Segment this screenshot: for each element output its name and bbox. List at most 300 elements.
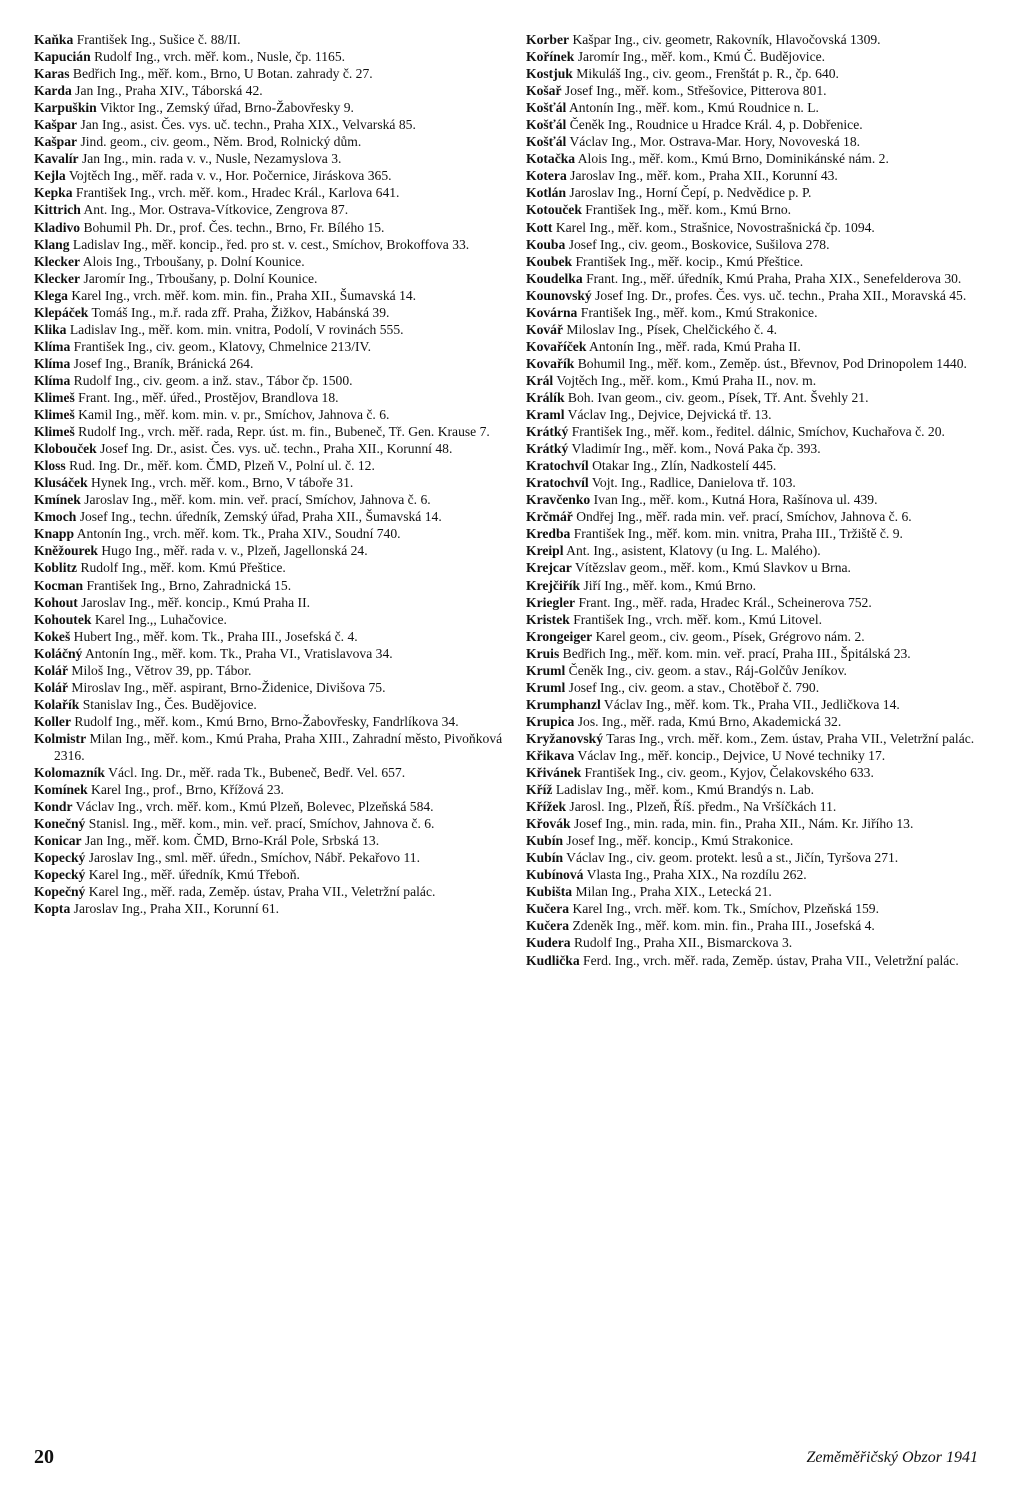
- directory-entry: [526, 440, 998, 457]
- directory-entry: [34, 798, 506, 815]
- entry-details: Tomáš Ing., m.ř. rada zfř. Praha, Žižkov, Habánská 39.: [88, 304, 390, 320]
- directory-entry: [34, 321, 506, 338]
- entry-surname: Koller: [34, 713, 71, 729]
- entry-details: Václav Ing., měř. koncip., Dejvice, U Nové techniky 17.: [574, 747, 886, 763]
- entry-details: Milan Ing., Praha XIX., Letecká 21.: [572, 884, 772, 900]
- entry-details: Milan Ing., měř. kom., Kmú Praha, Praha XIII., Zahradní město, Pivoňková 2316.: [54, 730, 503, 763]
- directory-entry: [526, 952, 998, 969]
- directory-entry: [34, 883, 506, 900]
- directory-entry: [34, 253, 506, 270]
- directory-entry: [34, 31, 506, 48]
- entry-details: Karel Ing., vrch. měř. kom. Tk., Smíchov, Plzeňská 159.: [569, 901, 880, 917]
- entry-surname: Kubín: [526, 850, 564, 866]
- entry-surname: Kruis: [526, 645, 560, 661]
- entry-surname: Košťál: [526, 117, 567, 133]
- entry-details: Jaroslav Ing., Horní Čepí, p. Nedvědice p. P.: [566, 185, 812, 201]
- directory-entry: [34, 167, 506, 184]
- directory-entry: [34, 423, 506, 440]
- entry-surname: Karda: [34, 83, 72, 99]
- entry-details: Josef Ing., civ. geom., Boskovice, Sušilova 278.: [565, 236, 830, 252]
- directory-entry: [34, 713, 506, 730]
- directory-entry: [526, 48, 998, 65]
- directory-entry: [34, 611, 506, 628]
- entry-details: Vojtěch Ing., měř. rada v. v., Hor. Počernice, Jiráskova 365.: [65, 168, 392, 184]
- entry-surname: Kmoch: [34, 509, 77, 525]
- entry-surname: Korber: [526, 32, 570, 47]
- entry-details: Hugo Ing., měř. rada v. v., Plzeň, Jagellonská 24.: [97, 543, 368, 559]
- directory-entry: [526, 832, 998, 849]
- entry-surname: Kolář: [34, 662, 68, 678]
- entry-details: Josef Ing., měř. koncip., Kmú Strakonice.: [563, 833, 794, 849]
- directory-entry: [526, 883, 998, 900]
- entry-details: Jaromír Ing., měř. kom., Kmú Č. Budějovice.: [574, 49, 826, 65]
- entry-surname: Kořínek: [526, 49, 575, 65]
- entry-surname: Kounovský: [526, 287, 592, 303]
- entry-details: Jan Ing., Praha XIV., Táborská 42.: [71, 83, 263, 99]
- entry-details: František Ing., civ. geom., Klatovy, Chmelnice 213/IV.: [70, 338, 372, 354]
- directory-entry: [526, 559, 998, 576]
- entry-surname: Karpuškin: [34, 100, 97, 116]
- entry-surname: Kolmistr: [34, 730, 87, 746]
- entry-details: František Ing., měř. kom., Kmú Brno.: [581, 202, 792, 218]
- entry-surname: Kraml: [526, 407, 565, 423]
- directory-entry: [34, 781, 506, 798]
- entry-details: Antonín Ing., měř. kom. Tk., Praha VI., Vratislavova 34.: [82, 645, 393, 661]
- entry-details: Bedřich Ing., měř. kom. min. veř. prací, Praha III., Špitálská 23.: [559, 645, 911, 661]
- entry-surname: Kašpar: [34, 134, 78, 150]
- entry-details: Jaroslav Ing., Praha XII., Korunní 61.: [70, 901, 280, 917]
- entry-surname: Kovaříček: [526, 338, 587, 354]
- entry-surname: Kittrich: [34, 202, 81, 218]
- entry-surname: Kolář: [34, 679, 68, 695]
- directory-entry: [34, 65, 506, 82]
- directory-entry: [526, 116, 998, 133]
- page-number: 20: [34, 1446, 54, 1468]
- entry-surname: Křížek: [526, 799, 567, 815]
- entry-details: Antonín Ing., vrch. měř. kom. Tk., Praha XIV., Soudní 740.: [74, 526, 401, 542]
- directory-entry: [34, 201, 506, 218]
- entry-surname: Klika: [34, 321, 67, 337]
- directory-entry: [526, 474, 998, 491]
- entry-surname: Konicar: [34, 833, 82, 849]
- directory-entry: [526, 679, 998, 696]
- entry-details: Viktor Ing., Zemský úřad, Brno-Žabovřesky 9.: [96, 100, 354, 116]
- entry-details: Václ. Ing. Dr., měř. rada Tk., Bubeneč, Bedř. Vel. 657.: [105, 765, 406, 781]
- entry-surname: Krejcar: [526, 560, 572, 576]
- entry-surname: Kudlička: [526, 952, 580, 968]
- entry-surname: Koblitz: [34, 560, 78, 576]
- entry-details: František Ing., měř. kom. min. vnitra, Praha III., Tržiště č. 9.: [570, 526, 903, 542]
- entry-details: Josef Ing., Braník, Bránická 264.: [70, 355, 254, 371]
- directory-entry: [526, 900, 998, 917]
- entry-surname: Kepka: [34, 185, 73, 201]
- directory-entry: [34, 696, 506, 713]
- directory-entry: [34, 389, 506, 406]
- entry-details: Otakar Ing., Zlín, Nadkostelí 445.: [588, 458, 777, 474]
- entry-details: Rud. Ing. Dr., měř. kom. ČMD, Plzeň V., Polní ul. č. 12.: [65, 458, 375, 474]
- directory-entry: [34, 832, 506, 849]
- directory-entry: [34, 82, 506, 99]
- entry-surname: Křikava: [526, 747, 575, 763]
- entry-details: Frant. Ing., měř. rada, Hradec Král., Scheinerova 752.: [575, 594, 872, 610]
- entry-details: Jan Ing., asist. Čes. vys. uč. techn., Praha XIX., Velvarská 85.: [77, 117, 416, 133]
- entry-details: Václav Ing., civ. geom. protekt. lesů a st., Jičín, Tyršova 271.: [563, 850, 899, 866]
- entry-details: Karel Ing., měř. úředník, Kmú Třeboň.: [85, 867, 300, 883]
- entry-details: Jaroslav Ing., měř. kom. min. veř. prací, Smíchov, Jahnova č. 6.: [80, 492, 431, 508]
- entry-details: Bohumil Ph. Dr., prof. Čes. techn., Brno, Fr. Bílého 15.: [80, 219, 385, 235]
- entry-details: Miloš Ing., Větrov 39, pp. Tábor.: [67, 662, 252, 678]
- directory-entry: [526, 849, 998, 866]
- entry-surname: Kaňka: [34, 32, 74, 47]
- entry-details: Vojtěch Ing., měř. kom., Kmú Praha II., nov. m.: [553, 372, 817, 388]
- directory-entry: [34, 525, 506, 542]
- entry-surname: Kavalír: [34, 151, 79, 167]
- directory-entry: [34, 491, 506, 508]
- directory-entry: [526, 133, 998, 150]
- entry-details: Bohumil Ing., měř. kom., Zeměp. úst., Břevnov, Pod Drinopolem 1440.: [574, 355, 967, 371]
- entry-details: Karel Ing., prof., Brno, Křížová 23.: [87, 782, 284, 798]
- entry-surname: Kotlán: [526, 185, 567, 201]
- entry-details: Rudolf Ing., Praha XII., Bismarckova 3.: [570, 935, 793, 951]
- directory-entry: [526, 747, 998, 764]
- entry-surname: Kovář: [526, 321, 563, 337]
- directory-entry: [526, 594, 998, 611]
- entry-details: Václav Ing., Dejvice, Dejvická tř. 13.: [564, 407, 772, 423]
- directory-entry: [34, 594, 506, 611]
- entry-surname: Kmínek: [34, 492, 81, 508]
- entry-details: Alois Ing., měř. kom., Kmú Brno, Dominikánské nám. 2.: [575, 151, 889, 167]
- entry-surname: Kolařík: [34, 696, 80, 712]
- directory-entry: [526, 611, 998, 628]
- directory-entry: [34, 304, 506, 321]
- entry-details: František Ing., měř. kocip., Kmú Přeštice.: [572, 253, 804, 269]
- entry-details: Bedřich Ing., měř. kom., Brno, U Botan. zahrady č. 27.: [69, 66, 373, 82]
- entry-surname: Krčmář: [526, 509, 573, 525]
- directory-entry: [34, 287, 506, 304]
- left-column: [34, 31, 506, 917]
- directory-entry: [34, 48, 506, 65]
- entry-surname: Klimeš: [34, 407, 75, 423]
- directory-entry: [526, 236, 998, 253]
- directory-entry: [34, 150, 506, 167]
- entry-surname: Kopecký: [34, 867, 86, 883]
- directory-entry: [526, 82, 998, 99]
- directory-entry: [526, 65, 998, 82]
- entry-details: Jaroslav Ing., sml. měř. úředn., Smíchov, Nábř. Pekařovo 11.: [85, 850, 420, 866]
- directory-entry: [526, 219, 998, 236]
- directory-entry: [34, 355, 506, 372]
- directory-entry: [526, 662, 998, 679]
- directory-entry: [526, 184, 998, 201]
- entry-surname: Kruml: [526, 662, 566, 678]
- directory-entry: [34, 662, 506, 679]
- entry-details: Ladislav Ing., měř. koncip., řed. pro st. v. cest., Smíchov, Brokoffova 33.: [69, 236, 470, 252]
- entry-details: Vlasta Ing., Praha XIX., Na rozdílu 262.: [583, 867, 807, 883]
- entry-details: Čeněk Ing., civ. geom. a stav., Ráj-Golčův Jeníkov.: [565, 662, 847, 678]
- directory-entry: [34, 866, 506, 883]
- entry-surname: Kloss: [34, 458, 66, 474]
- entry-surname: Kratochvíl: [526, 475, 589, 491]
- entry-surname: Kohout: [34, 594, 78, 610]
- entry-surname: Kubišta: [526, 884, 573, 900]
- entry-details: Rudolf Ing., vrch. měř. kom., Nusle, čp. 1165.: [90, 49, 346, 65]
- entry-details: Vladimír Ing., měř. kom., Nová Paka čp. 393.: [568, 441, 821, 457]
- directory-entry: [526, 355, 998, 372]
- entry-surname: Kučera: [526, 901, 570, 917]
- entry-details: Antonín Ing., měř. rada, Kmú Praha II.: [586, 338, 801, 354]
- entry-details: Miroslav Ing., měř. aspirant, Brno-Židenice, Divišova 75.: [67, 679, 386, 695]
- entry-details: Stanislav Ing., Čes. Budějovice.: [79, 696, 257, 712]
- entry-details: Karel Ing., vrch. měř. kom. min. fin., Praha XII., Šumavská 14.: [67, 287, 417, 303]
- directory-entry: [34, 116, 506, 133]
- entry-surname: Kott: [526, 219, 553, 235]
- entry-surname: Kratochvíl: [526, 458, 589, 474]
- directory-entry: [34, 849, 506, 866]
- entry-surname: Klusáček: [34, 475, 88, 491]
- directory-entry: [526, 696, 998, 713]
- journal-title: Zeměměřičský Obzor 1941: [806, 1449, 978, 1466]
- entry-surname: Kubínová: [526, 867, 584, 883]
- entry-surname: Koubek: [526, 253, 573, 269]
- entry-details: Václav Ing., Mor. Ostrava-Mar. Hory, Novoveská 18.: [566, 134, 861, 150]
- entry-surname: Kovárna: [526, 304, 578, 320]
- entry-surname: Kubín: [526, 833, 564, 849]
- entry-surname: Král: [526, 372, 554, 388]
- entry-surname: Klang: [34, 236, 70, 252]
- entry-surname: Kašpar: [34, 117, 78, 133]
- directory-entry: [526, 730, 998, 747]
- entry-details: Karel Ing., měř. rada, Zeměp. ústav, Praha VII., Veletržní palác.: [85, 884, 436, 900]
- entry-details: František Ing., Brno, Zahradnická 15.: [83, 577, 292, 593]
- directory-entry: [34, 99, 506, 116]
- directory-entry: [526, 781, 998, 798]
- entry-surname: Kopta: [34, 901, 71, 917]
- entry-details: Ant. Ing., Mor. Ostrava-Vítkovice, Zengrova 87.: [80, 202, 349, 218]
- entry-details: Miloslav Ing., Písek, Chelčického č. 4.: [563, 321, 778, 337]
- directory-entry: [526, 253, 998, 270]
- entry-surname: Kněžourek: [34, 543, 98, 559]
- entry-details: Jaromír Ing., Trboušany, p. Dolní Kounice.: [80, 270, 318, 286]
- entry-details: Frant. Ing., měř. úřed., Prostějov, Brandlova 18.: [74, 389, 339, 405]
- entry-details: Jarosl. Ing., Plzeň, Říš. předm., Na Vršíčkách 11.: [566, 799, 837, 815]
- directory-entry: [526, 270, 998, 287]
- directory-entry: [34, 815, 506, 832]
- entry-surname: Krátký: [526, 441, 569, 457]
- entry-surname: Koláčný: [34, 645, 83, 661]
- right-column: [526, 31, 998, 969]
- entry-surname: Kopecký: [34, 850, 86, 866]
- entry-details: Jaroslav Ing., měř. kom., Praha XII., Korunní 43.: [566, 168, 838, 184]
- entry-surname: Klimeš: [34, 389, 75, 405]
- entry-surname: Klepáček: [34, 304, 89, 320]
- directory-entry: [34, 133, 506, 150]
- directory-entry: [34, 900, 506, 917]
- entry-details: Karel Ing.,, Luhačovice.: [91, 611, 227, 627]
- entry-details: Vítězslav geom., měř. kom., Kmú Slavkov u Brna.: [571, 560, 851, 576]
- directory-entry: [526, 645, 998, 662]
- entry-surname: Kondr: [34, 799, 73, 815]
- entry-details: Rudolf Ing., měř. kom., Kmú Brno, Brno-Žabovřesky, Fandrlíkova 34.: [71, 713, 459, 729]
- entry-details: Ladislav Ing., měř. kom. min. vnitra, Podolí, V rovinách 555.: [66, 321, 404, 337]
- entry-surname: Kredba: [526, 526, 571, 542]
- directory-entry: [526, 389, 998, 406]
- directory-entry: [526, 287, 998, 304]
- directory-entry: [34, 440, 506, 457]
- directory-entry: [34, 628, 506, 645]
- entry-details: Jan Ing., měř. kom. ČMD, Brno-Král Pole, Srbská 13.: [81, 833, 380, 849]
- directory-entry: [526, 917, 998, 934]
- entry-details: Josef Ing., min. rada, min. fin., Praha XII., Nám. Kr. Jiřího 13.: [570, 816, 914, 832]
- entry-surname: Klega: [34, 287, 68, 303]
- entry-details: Mikuláš Ing., civ. geom., Frenštát p. R., čp. 640.: [572, 66, 839, 82]
- entry-details: Hubert Ing., měř. kom. Tk., Praha III., Josefská č. 4.: [70, 628, 358, 644]
- entry-surname: Klecker: [34, 270, 81, 286]
- entry-details: Václav Ing., vrch. měř. kom., Kmú Plzeň, Bolevec, Plzeňská 584.: [72, 799, 434, 815]
- directory-entry: [526, 577, 998, 594]
- entry-details: Rudolf Ing., civ. geom. a inž. stav., Tábor čp. 1500.: [70, 372, 353, 388]
- entry-details: Zdeněk Ing., měř. kom. min. fin., Praha III., Josefská 4.: [569, 918, 875, 934]
- directory-entry: [34, 236, 506, 253]
- entry-surname: Krongeiger: [526, 628, 593, 644]
- entry-details: Ladislav Ing., měř. kom., Kmú Brandýs n. Lab.: [552, 782, 815, 798]
- entry-details: Rudolf Ing., měř. kom. Kmú Přeštice.: [77, 560, 286, 576]
- entry-details: Hynek Ing., vrch. měř. kom., Brno, V táboře 31.: [87, 475, 354, 491]
- directory-entry: [34, 764, 506, 781]
- entry-details: Frant. Ing., měř. úředník, Kmú Praha, Praha XIX., Senefelderova 30.: [582, 270, 962, 286]
- directory-entry: [526, 525, 998, 542]
- entry-surname: Kovařík: [526, 355, 575, 371]
- entry-surname: Krumphanzl: [526, 696, 601, 712]
- directory-entry: [526, 321, 998, 338]
- directory-entry: [526, 201, 998, 218]
- entry-surname: Kotera: [526, 168, 567, 184]
- entry-surname: Klecker: [34, 253, 81, 269]
- entry-surname: Kristek: [526, 611, 570, 627]
- directory-entry: [34, 474, 506, 491]
- entry-surname: Konečný: [34, 816, 86, 832]
- entry-surname: Křovák: [526, 816, 571, 832]
- entry-details: František Ing., civ. geom., Kyjov, Čelakovského 633.: [581, 765, 874, 781]
- entry-surname: Karas: [34, 66, 70, 82]
- entry-surname: Košař: [526, 83, 562, 99]
- entry-details: Ant. Ing., asistent, Klatovy (u Ing. L. Malého).: [563, 543, 821, 559]
- entry-details: Karel geom., civ. geom., Písek, Grégrovo nám. 2.: [592, 628, 865, 644]
- entry-details: František Ing., měř. kom., ředitel. dálnic, Smíchov, Kuchařova č. 20.: [568, 424, 945, 440]
- entry-surname: Kotačka: [526, 151, 576, 167]
- directory-entry: [34, 559, 506, 576]
- directory-entry: [526, 628, 998, 645]
- entry-details: Kašpar Ing., civ. geometr, Rakovník, Hlavočovská 1309.: [569, 32, 881, 47]
- directory-entry: [526, 31, 998, 48]
- directory-entry: [526, 304, 998, 321]
- entry-details: Václav Ing., měř. kom. Tk., Praha VII., Jedličkova 14.: [600, 696, 900, 712]
- entry-details: Josef Ing. Dr., profes. Čes. vys. uč. techn., Praha XII., Moravská 45.: [591, 287, 967, 303]
- directory-entry: [34, 406, 506, 423]
- entry-surname: Knapp: [34, 526, 75, 542]
- entry-surname: Košťál: [526, 134, 567, 150]
- directory-entry: [34, 679, 506, 696]
- entry-surname: Kreipl: [526, 543, 564, 559]
- entry-details: Ivan Ing., měř. kom., Kutná Hora, Rašínova ul. 439.: [590, 492, 878, 508]
- entry-details: František Ing., Sušice č. 88/II.: [73, 32, 241, 47]
- entry-details: Karel Ing., měř. kom., Strašnice, Novostrašnická čp. 1094.: [552, 219, 875, 235]
- entry-details: Jiří Ing., měř. kom., Kmú Brno.: [580, 577, 757, 593]
- entry-details: Jaroslav Ing., měř. koncip., Kmú Praha II.: [77, 594, 310, 610]
- entry-surname: Kejla: [34, 168, 66, 184]
- directory-entry: [526, 167, 998, 184]
- directory-entry: [34, 645, 506, 662]
- entry-surname: Koudelka: [526, 270, 583, 286]
- directory-entry: [34, 730, 506, 764]
- entry-surname: Kudera: [526, 935, 571, 951]
- entry-surname: Kocman: [34, 577, 84, 593]
- directory-entry: [34, 219, 506, 236]
- entry-surname: Kotouček: [526, 202, 582, 218]
- entry-details: Jan Ing., min. rada v. v., Nusle, Nezamyslova 3.: [78, 151, 342, 167]
- entry-surname: Kučera: [526, 918, 570, 934]
- entry-surname: Košťál: [526, 100, 567, 116]
- directory-entry: [526, 713, 998, 730]
- directory-entry: [34, 372, 506, 389]
- directory-entry: [34, 577, 506, 594]
- entry-details: Boh. Ivan geom., civ. geom., Písek, Tř. Ant. Švehly 21.: [564, 389, 869, 405]
- entry-surname: Kolomazník: [34, 765, 105, 781]
- directory-entry: [34, 270, 506, 287]
- directory-entry: [526, 542, 998, 559]
- entry-details: Ferd. Ing., vrch. měř. rada, Zeměp. ústav, Praha VII., Veletržní palác.: [579, 952, 959, 968]
- directory-entry: [526, 764, 998, 781]
- entry-details: Jind. geom., civ. geom., Něm. Brod, Rolnický dům.: [77, 134, 362, 150]
- entry-surname: Krupica: [526, 713, 575, 729]
- entry-surname: Klobouček: [34, 441, 97, 457]
- entry-details: Stanisl. Ing., měř. kom., min. veř. prací, Smíchov, Jahnova č. 6.: [85, 816, 435, 832]
- directory-entry: [34, 508, 506, 525]
- entry-surname: Kouba: [526, 236, 566, 252]
- entry-details: Jos. Ing., měř. rada, Kmú Brno, Akademická 32.: [574, 713, 842, 729]
- entry-surname: Klíma: [34, 355, 71, 371]
- directory-entry: [526, 150, 998, 167]
- entry-surname: Kladivo: [34, 219, 81, 235]
- entry-details: Čeněk Ing., Roudnice u Hradce Král. 4, p. Dobřenice.: [566, 117, 863, 133]
- entry-surname: Kriegler: [526, 594, 576, 610]
- entry-details: Vojt. Ing., Radlice, Danielova tř. 103.: [588, 475, 796, 491]
- entry-details: František Ing., vrch. měř. kom., Kmú Litovel.: [569, 611, 822, 627]
- entry-surname: Klíma: [34, 372, 71, 388]
- entry-surname: Komínek: [34, 782, 88, 798]
- entry-surname: Kopečný: [34, 884, 86, 900]
- directory-entry: [526, 457, 998, 474]
- directory-entry: [526, 338, 998, 355]
- entry-surname: Krátký: [526, 424, 569, 440]
- entry-details: Ondřej Ing., měř. rada min. veř. prací, Smíchov, Jahnova č. 6.: [572, 509, 912, 525]
- directory-entry: [526, 372, 998, 389]
- entry-surname: Kohoutek: [34, 611, 92, 627]
- directory-entry: [526, 934, 998, 951]
- directory-entry: [34, 542, 506, 559]
- entry-details: Taras Ing., vrch. měř. kom., Zem. ústav, Praha VII., Veletržní palác.: [603, 730, 975, 746]
- entry-surname: Kapucián: [34, 49, 91, 65]
- directory-entry: [526, 815, 998, 832]
- directory-entry: [526, 508, 998, 525]
- entry-surname: Kruml: [526, 679, 566, 695]
- entry-details: Antonín Ing., měř. kom., Kmú Roudnice n. L.: [566, 100, 819, 116]
- entry-details: Kamil Ing., měř. kom. min. v. pr., Smíchov, Jahnova č. 6.: [74, 407, 390, 423]
- directory-entry: [526, 798, 998, 815]
- directory-entry: [34, 338, 506, 355]
- entry-details: Josef Ing., techn. úředník, Zemský úřad, Praha XII., Šumavská 14.: [76, 509, 442, 525]
- entry-details: Josef Ing., měř. kom., Střešovice, Pitterova 801.: [561, 83, 827, 99]
- directory-entry: [526, 99, 998, 116]
